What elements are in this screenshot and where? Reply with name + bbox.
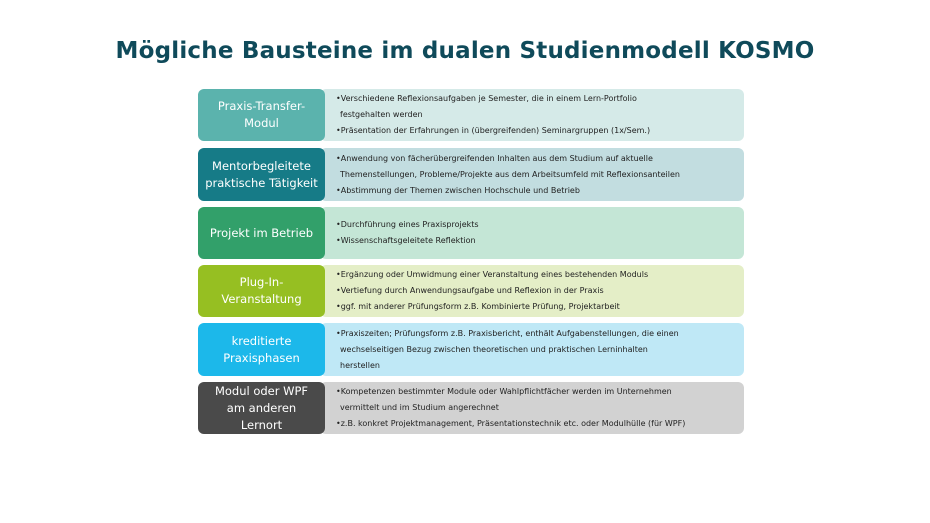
bullet-text: •Kompetenzen bestimmter Module oder Wahlpflichtfächer werden im Unternehmen <box>336 387 672 396</box>
bullet-item <box>336 283 736 299</box>
module-label: Mentorbegleitete praktische Tätigkeit <box>198 148 325 201</box>
module-row <box>198 382 744 434</box>
bullet-text: •Präsentation der Erfahrungen in (übergreifenden) Seminargruppen (1x/Sem.) <box>336 126 651 135</box>
bullet-item <box>336 183 736 199</box>
bullet-item <box>336 326 736 374</box>
bullet-text-continuation: herstellen <box>340 360 380 370</box>
module-row <box>198 148 744 201</box>
module-label: Plug-In- Veranstaltung <box>198 265 325 317</box>
module-description <box>320 207 744 259</box>
bullet-text: •Abstimmung der Themen zwischen Hochschule und Betrieb <box>336 185 580 195</box>
module-row <box>198 89 744 141</box>
module-description <box>320 323 744 376</box>
bullet-item <box>336 299 736 315</box>
bullet-item <box>336 267 736 283</box>
bullet-text: •Vertiefung durch Anwendungsaufgabe und Reflexion in der Praxis <box>336 286 604 295</box>
bullet-text-continuation: Themenstellungen, Probleme/Projekte aus dem Arbeitsumfeld mit Reflexionsanteilen <box>340 169 680 179</box>
bullet-text: •Anwendung von fächerübergreifenden Inhalten aus dem Studium auf aktuelle <box>336 153 653 163</box>
bullet-text: •Wissenschaftsgeleitete Reflektion <box>336 236 476 245</box>
module-label: Modul oder WPF am anderen Lernort <box>198 382 325 434</box>
module-label: kreditierte Praxisphasen <box>198 323 325 376</box>
bullet-text: •Durchführung eines Praxisprojekts <box>336 220 479 229</box>
module-description <box>320 89 744 141</box>
bullet-item <box>336 416 736 432</box>
page-title: Mögliche Bausteine im dualen Studienmodell KOSMO <box>115 38 815 64</box>
bullet-text-continuation: festgehalten werden <box>340 110 423 119</box>
module-row <box>198 265 744 317</box>
module-description <box>320 382 744 434</box>
bullet-item <box>336 123 736 139</box>
bullet-item <box>336 151 736 183</box>
bullet-item <box>336 91 736 123</box>
bullet-text: •Praxiszeiten; Prüfungsform z.B. Praxisbericht, enthält Aufgabenstellungen, die einen <box>336 328 679 338</box>
module-description <box>320 148 744 201</box>
bullet-text: •Verschiedene Reflexionsaufgaben je Semester, die in einem Lern-Portfolio <box>336 94 637 103</box>
bullet-text: •z.B. konkret Projektmanagement, Präsentationstechnik etc. oder Modulhülle (für WPF) <box>336 419 686 428</box>
module-description <box>320 265 744 317</box>
bullet-text: •ggf. mit anderer Prüfungsform z.B. Kombinierte Prüfung, Projektarbeit <box>336 302 620 311</box>
bullet-text: •Ergänzung oder Umwidmung einer Veranstaltung eines bestehenden Moduls <box>336 270 649 279</box>
module-row <box>198 323 744 376</box>
bullet-text-continuation: wechselseitigen Bezug zwischen theoretischen und praktischen Lerninhalten <box>340 344 648 354</box>
module-label: Praxis-Transfer- Modul <box>198 89 325 141</box>
bullet-text-continuation: vermittelt und im Studium angerechnet <box>340 403 499 412</box>
bullet-item <box>336 233 736 249</box>
bullet-item <box>336 217 736 233</box>
module-label: Projekt im Betrieb <box>198 207 325 259</box>
module-row <box>198 207 744 259</box>
bullet-item <box>336 384 736 416</box>
